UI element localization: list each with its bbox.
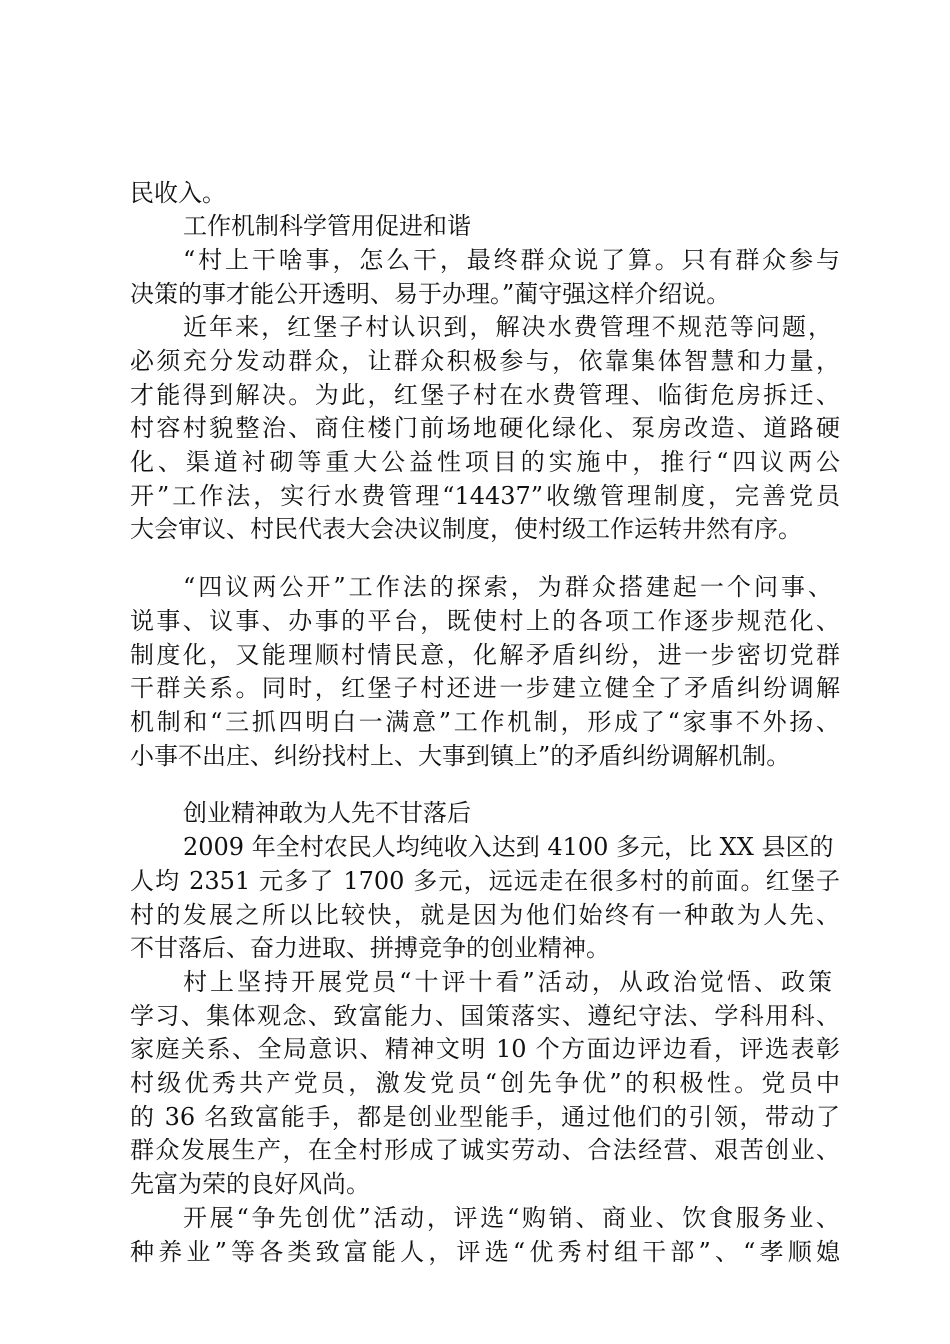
line-text: 近年来，红堡子村认识到，解决水费管理不规范等问题， — [183, 313, 832, 341]
line-text: 2009 年全村农民人均纯收入达到 4100 多元，比 XX 县区的 — [183, 833, 834, 861]
text-line — [0, 445, 950, 479]
line-text: 村容村貌整治、商住楼门前场地硬化绿化、泵房改造、道路硬 — [130, 414, 840, 442]
text-line — [0, 999, 950, 1033]
text-line — [0, 671, 950, 705]
text-line — [0, 705, 950, 739]
text-line — [0, 864, 950, 898]
line-text: 化、渠道衬砌等重大公益性项目的实施中，推行“四议两公 — [130, 448, 840, 476]
line-text: 村上坚持开展党员“十评十看”活动，从政治觉悟、政策 — [183, 968, 832, 996]
text-line — [0, 512, 950, 546]
line-text: 必须充分发动群众，让群众积极参与，依靠集体智慧和力量， — [130, 347, 840, 375]
section-heading-mechanism — [0, 209, 950, 243]
line-text: 村的发展之所以比较快，就是因为他们始终有一种敢为人先、 — [130, 901, 840, 929]
line-text: 村级优秀共产党员，激发党员“创先争优”的积极性。党员中 — [130, 1069, 840, 1097]
section-heading-entrepreneurship — [0, 796, 950, 830]
text-line — [0, 1032, 950, 1066]
line-text: 机制和“三抓四明白一满意”工作机制，形成了“家事不外扬、 — [130, 708, 840, 736]
line-text: 的 36 名致富能手，都是创业型能手，通过他们的引领，带动了 — [130, 1103, 840, 1131]
text-line — [0, 310, 950, 344]
text-line — [0, 1133, 950, 1167]
line-text: 干群关系。同时，红堡子村还进一步建立健全了矛盾纠纷调解 — [130, 674, 840, 702]
line-text: 工作机制科学管用促进和谐 — [183, 212, 471, 240]
line-text: 制度化，又能理顺村情民意，化解矛盾纠纷，进一步密切党群 — [130, 641, 840, 669]
line-text: 才能得到解决。为此，红堡子村在水费管理、临街危房拆迁、 — [130, 381, 840, 409]
text-line — [0, 570, 950, 604]
text-line — [0, 965, 950, 999]
text-line — [0, 1100, 950, 1134]
line-text: 创业精神敢为人先不甘落后 — [183, 799, 471, 827]
text-line — [0, 1167, 950, 1201]
text-line — [0, 931, 950, 965]
text-line — [0, 1066, 950, 1100]
line-text: 开展“争先创优”活动，评选“购销、商业、饮食服务业、 — [183, 1204, 840, 1232]
line-text: 开”工作法，实行水费管理“14437”收缴管理制度，完善党员 — [130, 482, 840, 510]
line-text: “村上干啥事，怎么干，最终群众说了算。只有群众参与 — [183, 246, 840, 274]
text-line — [0, 830, 950, 864]
text-line — [0, 378, 950, 412]
line-text: 学习、集体观念、致富能力、国策落实、遵纪守法、学科用科、 — [130, 1002, 840, 1030]
text-line — [0, 411, 950, 445]
line-text: 民收入。 — [130, 179, 226, 207]
text-line — [0, 1235, 950, 1269]
text-line — [0, 176, 950, 210]
text-line — [0, 243, 950, 277]
line-text: 群众发展生产，在全村形成了诚实劳动、合法经营、艰苦创业、 — [130, 1136, 840, 1164]
line-text: 家庭关系、全局意识、精神文明 10 个方面边评边看，评选表彰 — [130, 1035, 840, 1063]
text-line — [0, 638, 950, 672]
text-line — [0, 739, 950, 773]
line-text: “四议两公开”工作法的探索，为群众搭建起一个问事、 — [183, 573, 832, 601]
text-line — [0, 344, 950, 378]
line-text: 大会审议、村民代表大会决议制度，使村级工作运转井然有序。 — [130, 515, 802, 543]
text-line — [0, 604, 950, 638]
text-line — [0, 1201, 950, 1235]
line-text: 小事不出庄、纠纷找村上、大事到镇上”的矛盾纠纷调解机制。 — [130, 742, 791, 770]
line-text: 先富为荣的良好风尚。 — [130, 1170, 370, 1198]
line-text: 种养业”等各类致富能人，评选“优秀村组干部”、“孝顺媳 — [130, 1238, 840, 1266]
line-text: 决策的事才能公开透明、易于办理。”蔺守强这样介绍说。 — [130, 280, 731, 308]
text-line — [0, 277, 950, 311]
line-text: 不甘落后、奋力进取、拼搏竞争的创业精神。 — [130, 934, 610, 962]
line-text: 人均 2351 元多了 1700 多元，远远走在很多村的前面。红堡子 — [130, 867, 840, 895]
line-text: 说事、议事、办事的平台，既使村上的各项工作逐步规范化、 — [130, 607, 840, 635]
text-line — [0, 898, 950, 932]
text-line — [0, 479, 950, 513]
